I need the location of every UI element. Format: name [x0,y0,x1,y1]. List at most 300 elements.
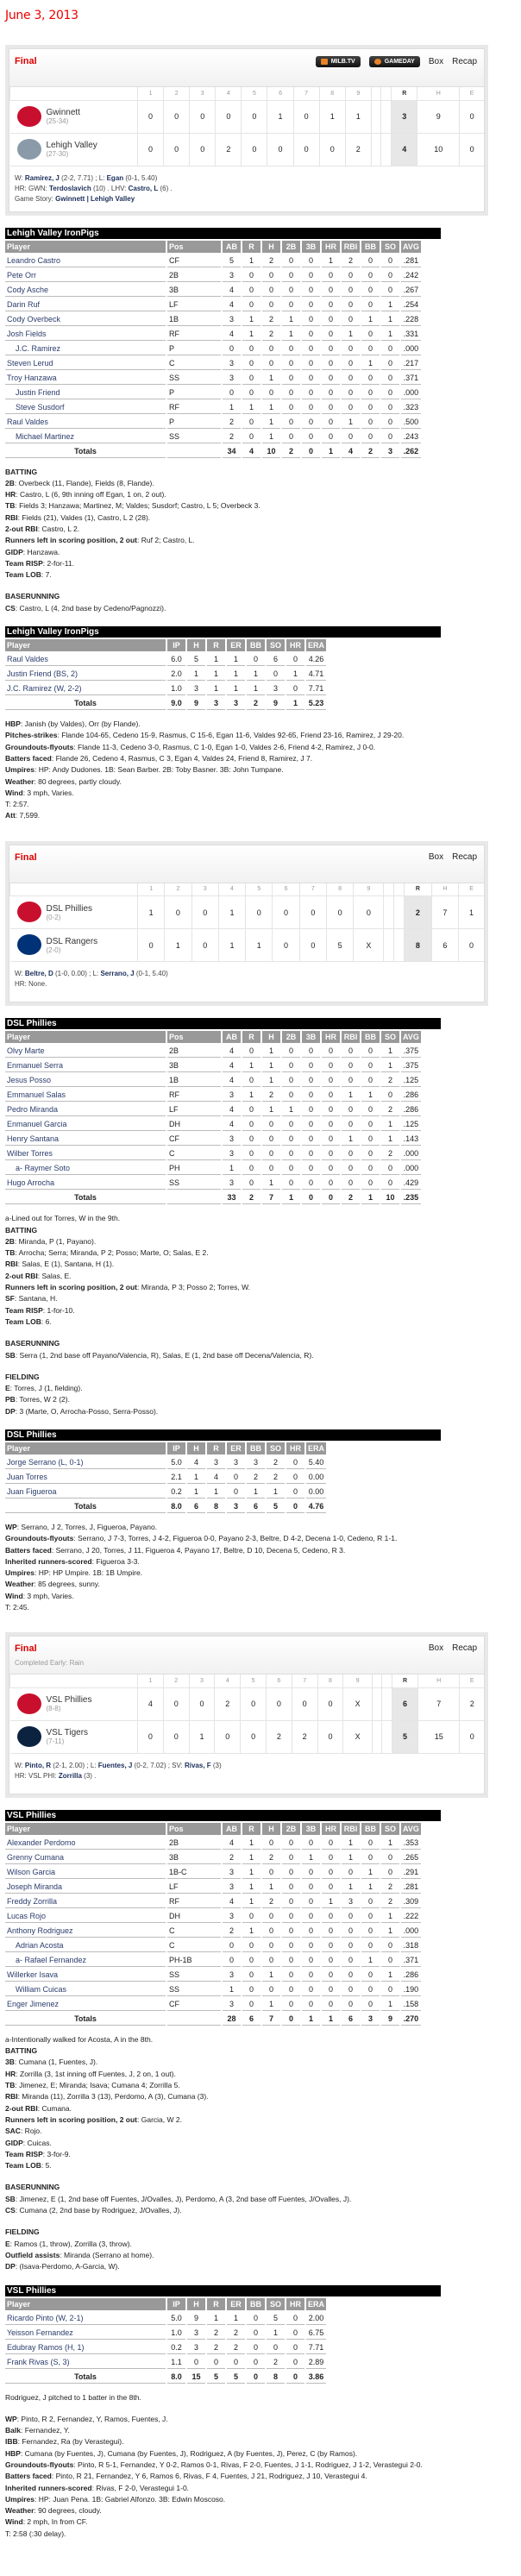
stat-cell: 3B [167,1059,221,1072]
stat-cell: 0 [322,1881,340,1894]
player-name[interactable]: Joseph Miranda [5,1881,166,1894]
note-heading: E [5,1384,10,1393]
column-header: BB [247,2298,265,2310]
note-line: TB: Arrocha; Serra; Miranda, P 2; Posso; Marte, O; Salas, E 2. [5,1248,209,1258]
gameday-label: GAMEDAY [384,59,415,65]
team-name[interactable]: DSL Phillies [46,903,93,914]
player-name[interactable]: Juan Figueroa [5,1486,166,1498]
stat-cell: 2 [223,416,241,429]
note-line [5,467,516,478]
batting-row [5,1177,421,1190]
gap-header [382,1674,392,1687]
stat-cell: 0 [361,298,380,311]
inning-header: 8 [326,883,353,896]
gap-cell [394,929,405,962]
column-header: R [207,2298,225,2310]
batting-team-title: DSL Phillies [5,1018,441,1029]
note-line: T: 2:57. [5,800,29,809]
player-name[interactable]: Henry Santana [5,1133,166,1146]
player-name[interactable]: Wilber Torres [5,1147,166,1160]
player-name[interactable]: Cody Asche [5,284,166,297]
stat-cell: 0 [381,1983,399,1996]
player-name[interactable]: Darin Ruf [5,298,166,311]
team-name[interactable]: DSL Rangers [46,936,98,946]
note-heading: FIELDING [5,2227,40,2237]
column-header: Player [5,1031,166,1043]
note-heading: RBI [5,1260,18,1269]
team-record: (8-8) [46,1705,61,1713]
inning-score: 5 [326,929,353,962]
stat-cell: 3 [223,1089,241,1102]
player-link[interactable]: Castro, L [128,184,159,192]
team-name[interactable]: Lehigh Valley [46,141,97,150]
hits: 6 [431,929,458,962]
stat-cell: 0 [187,2356,205,2369]
stat-cell: 1 [223,1983,241,1996]
note-line: 3B: Cumana (1, Fuentes, J). [5,2058,98,2067]
inning-header: 9 [345,87,371,100]
stat-cell: SS [167,1969,221,1982]
stat-cell: 0 [262,1837,280,1850]
stat-cell: 0 [267,668,285,681]
player-name[interactable]: Jesus Posso [5,1074,166,1087]
stat-cell: 6.75 [306,2327,326,2340]
player-link[interactable]: Beltre, D [24,970,53,978]
stat-cell: 0 [361,1177,380,1190]
stat-cell: 0 [282,284,300,297]
note-line: Team LOB: 5. [5,2161,52,2171]
team-cell[interactable] [10,1720,138,1753]
totals-cell: 4 [242,445,260,458]
player-name[interactable]: Adrian Acosta [5,1939,166,1952]
note-line: TB: Jimenez, E; Miranda; Isava; Cumana 4; Zorrilla 5. [5,2081,180,2090]
extra-cell [371,133,380,166]
stat-cell: 0 [361,386,380,399]
player-name[interactable]: Jorge Serrano (L, 0-1) [5,1456,166,1469]
stat-cell: 0 [302,1177,320,1190]
note-line: Team LOB: 7. [5,570,52,580]
note-heading: Runners left in scoring position, 2 out [5,1283,138,1292]
scoreboard-card [9,845,485,1003]
recap-link[interactable]: Recap [452,1643,477,1654]
stat-cell: .222 [401,1910,421,1923]
note-line: GIDP: Hanzawa. [5,547,60,556]
stat-cell: .217 [401,357,421,370]
team-name[interactable]: Gwinnett [46,108,80,117]
note-line: HR: Zorrilla (3, 1st inning off Fuentes, J, 2 on, 1 out). [5,2069,176,2078]
player-link[interactable]: Terdoslavich [49,184,91,192]
stat-cell: 0 [286,2327,304,2340]
stat-cell: 0 [282,1895,300,1908]
note-line: Groundouts-flyouts: Pinto, R 5-1, Fernandez, Y 0-2, Ramos 0-1, Rivas, F 2-0, Fuentes, J 1-1, Rodriguez, J 1-2, Verastegui 2-0. [5,2460,423,2469]
player-name[interactable]: a- Raymer Soto [5,1162,166,1175]
note-heading: HBP [5,719,21,729]
stat-cell: 0 [242,1118,260,1131]
player-name[interactable]: Freddy Zorrilla [5,1895,166,1908]
stat-cell: 1 [342,1133,360,1146]
player-name[interactable]: Wilson Garcia [5,1866,166,1879]
totals-cell: 33 [223,1191,241,1204]
stat-cell: 3 [223,357,241,370]
stat-cell: 0 [262,298,280,311]
stat-cell: 0 [322,1147,340,1160]
stat-cell: 2 [267,1471,285,1484]
inning-header: 7 [292,1674,317,1687]
stat-cell: 0 [302,1103,320,1116]
stat-cell: 0 [322,1983,340,1996]
note-heading: PB [5,1395,16,1404]
stat-cell: 0 [262,1939,280,1952]
stat-cell: 1 [207,668,225,681]
team-name[interactable]: VSL Phillies [46,1695,92,1706]
pitching-table [3,2296,328,2385]
player-link[interactable]: Pinto, R [24,1761,52,1769]
column-header: RBI [342,241,360,253]
column-header: RBI [342,1031,360,1043]
team-name[interactable]: VSL Tigers [46,1728,89,1738]
inning-score: 0 [242,100,267,133]
batting-row [5,430,421,443]
stat-cell: 0 [342,1045,360,1058]
stat-cell: 2 [223,430,241,443]
note-heading: 2-out RBI [5,2103,38,2113]
player-name[interactable]: Troy Hanzawa [5,372,166,385]
pitching-row [5,682,326,695]
stat-cell: 0.00 [306,1471,326,1484]
stat-cell: 1 [262,416,280,429]
stat-cell: 0 [242,416,260,429]
inning-score: 0 [299,896,326,929]
inning-header: 8 [319,87,345,100]
stat-cell: 1 [242,254,260,267]
stat-cell: 0 [322,1969,340,1982]
stat-cell: 0 [381,1177,399,1190]
inning-score: 1 [345,100,371,133]
batting-row [5,1133,421,1146]
stat-cell: 1 [262,401,280,414]
player-name[interactable]: Anthony Rodriguez [5,1925,166,1938]
note-line: Team RISP: 2-for-11. [5,558,74,568]
stat-cell: 0 [342,1939,360,1952]
stat-cell: .228 [401,313,421,326]
stat-cell: 1 [262,1059,280,1072]
note-line: Batters faced: Serrano, J 20, Torres, J 11, Figueroa 4, Payano 17, Beltre, D 10, Decena 5, Cedeno, R 3. [5,1545,346,1555]
stat-cell: 0 [302,1089,320,1102]
totals-cell: 6 [242,2013,260,2026]
inning-score: 1 [218,896,245,929]
player-name[interactable]: a- Rafael Fernandez [5,1954,166,1967]
rhe-header: H [417,87,460,100]
stat-cell: 0 [322,1118,340,1131]
stat-cell: 0 [302,1118,320,1131]
team-record: (27-30) [46,150,69,158]
stat-cell: 0 [282,1089,300,1102]
stat-cell: CF [167,1133,221,1146]
note-heading: SB [5,2194,16,2203]
rhe-header: R [405,883,431,896]
team-cell[interactable] [10,896,138,929]
note-heading: Runners left in scoring position, 2 out [5,536,138,545]
note-line: HR: Castro, L (6, 9th inning off Egan, 1 on, 2 out). [5,490,166,499]
stat-cell: 0 [322,386,340,399]
stat-cell: .375 [401,1059,421,1072]
inning-score: 0 [163,1720,189,1753]
stat-cell: 1 [247,1486,265,1498]
totals-label: Totals [5,697,166,710]
note-heading: 2B [5,1236,15,1246]
totals-cell: 4.76 [306,1500,326,1513]
stat-cell: 0 [322,372,340,385]
player-name[interactable]: Juan Torres [5,1471,166,1484]
column-header: 3B [302,1823,320,1835]
team-cell[interactable] [10,1687,138,1720]
player-name[interactable]: Steve Susdorf [5,401,166,414]
box-link[interactable]: Box [428,851,444,862]
gameday-button[interactable] [369,56,420,67]
team-cell[interactable] [10,929,138,962]
note-heading: BATTING [5,1225,38,1235]
inning-header: 1 [138,1674,164,1687]
stat-cell: 3 [342,1895,360,1908]
stat-cell: 0 [381,1162,399,1175]
stat-cell: .125 [401,1118,421,1131]
stat-cell: 0 [302,1998,320,2011]
column-header: AVG [403,1824,419,1833]
pitching-table [3,638,328,712]
stat-cell: 5 [187,653,205,666]
stat-cell: 2 [381,1103,399,1116]
note-line: Runners left in scoring position, 2 out: Ruf 2; Castro, L. [5,536,195,545]
player-name[interactable]: Enmanuel Garcia [5,1118,166,1131]
player-name[interactable]: Edubray Ramos (H, 1) [5,2341,166,2354]
team-cell[interactable] [10,100,138,133]
player-name[interactable]: Willerker Isava [5,1969,166,1982]
milbtv-button[interactable] [316,56,361,67]
note-heading: Batters faced [5,1545,52,1555]
player-link[interactable]: Ramirez, J [24,173,60,182]
stat-cell: 2.89 [306,2356,326,2369]
pitching-totals-row [5,1500,326,1513]
note-heading: WP [5,2414,17,2423]
footer-line: HR: GWN: Terdoslavich (10) . LHV: Castro, L (6) . [15,184,173,192]
player-name[interactable]: Emmanuel Salas [5,1089,166,1102]
totals-cell: 0 [322,1191,340,1204]
stat-cell: 3 [223,1910,241,1923]
stat-cell: .000 [401,1925,421,1938]
note-line: 2B: Overbeck (11, Flande), Fields (8, Flande). [5,478,154,487]
note-line: Wind: 3 mph, Varies. [5,788,74,797]
scoreboard [5,841,488,1007]
player-name[interactable]: Olvy Marte [5,1045,166,1058]
inning-score: 0 [191,929,218,962]
stat-cell: 0 [282,1045,300,1058]
stat-cell: 5.40 [306,1456,326,1469]
batting-row [5,1059,421,1072]
player-link[interactable]: Fuentes, J [97,1761,133,1769]
inning-score: 1 [165,929,191,962]
note-line: WP: Serrano, J 2, Torres, J, Figueroa, Payano. [5,1522,158,1531]
stat-cell: 0 [342,269,360,282]
note-heading: Weather [5,776,35,786]
stat-cell: 0 [342,1866,360,1879]
column-header: RBI [342,1823,360,1835]
player-link[interactable]: Serrano, J [100,970,135,978]
player-name[interactable]: Enger Jimenez [5,1998,166,2011]
column-header: ER [227,2298,245,2310]
stat-cell: 0.2 [167,1486,185,1498]
stat-cell: .000 [401,1147,421,1160]
pitching-team-title: VSL Phillies [5,2285,441,2296]
player-name[interactable]: Pete Orr [5,269,166,282]
box-link[interactable]: Box [428,57,444,66]
stat-cell: 2 [267,1456,285,1469]
stat-cell: 0 [247,2312,265,2325]
totals-cell: 1 [286,697,304,710]
player-name[interactable]: William Cuicas [5,1983,166,1996]
stat-cell: 1 [242,1837,260,1850]
player-name[interactable]: J.C. Ramirez (W, 2-2) [5,682,166,695]
note-line: DP: 3 (Marte, O, Arrocha-Posso, Serra-Posso). [5,1406,159,1416]
note-heading: CS [5,603,16,613]
column-header: Pos [167,1031,221,1043]
stat-cell: 0 [381,1851,399,1864]
batting-row [5,328,421,341]
linescore-table [9,883,484,963]
note-heading: Wind [5,1591,23,1600]
player-name[interactable]: Yeisson Fernandez [5,2327,166,2340]
stat-cell: .286 [401,1969,421,1982]
stat-cell: .429 [401,1177,421,1190]
note-line [5,2182,516,2193]
stat-cell: 0 [282,1177,300,1190]
stat-cell: 0 [381,254,399,267]
player-name[interactable]: Josh Fields [5,328,166,341]
player-link[interactable]: Rivas, F [184,1761,211,1769]
player-name[interactable]: Michael Martinez [5,430,166,443]
column-header: H [262,241,280,253]
stat-cell: 1 [381,1118,399,1131]
player-name[interactable]: J.C. Ramirez [5,342,166,355]
note-heading: 2-out RBI [5,524,38,533]
note-line: Team RISP: 3-for-9. [5,2149,71,2158]
player-name[interactable]: Cody Overbeck [5,313,166,326]
inning-score: X [354,929,384,962]
inning-score: 0 [241,1687,267,1720]
stat-cell: 0 [361,284,380,297]
stat-cell: 0 [322,1866,340,1879]
player-name[interactable]: Enmanuel Serra [5,1059,166,1072]
player-name[interactable]: Grenny Cumana [5,1851,166,1864]
footer-line: W: Beltre, D (1-0, 0.00) ; L: Serrano, J (0-1, 5.40) [15,970,168,978]
stat-cell: P [167,342,221,355]
stat-cell: 0 [342,1074,360,1087]
batting-row [5,1118,421,1131]
scoreboard-footer [9,962,484,1002]
inning-header: 7 [299,883,326,896]
team-cell[interactable] [10,133,138,166]
player-link[interactable]: Egan [106,173,124,182]
stat-cell: 2 [207,2341,225,2354]
player-name[interactable]: Alexander Perdomo [5,1837,166,1850]
inning-score: 1 [267,100,293,133]
stat-cell: 0 [381,430,399,443]
stat-cell: 0 [286,682,304,695]
stat-cell: 0 [342,1118,360,1131]
player-name[interactable]: Justin Friend (BS, 2) [5,668,166,681]
gap-cell [382,1720,392,1753]
gap-cell [381,133,392,166]
note-line [5,2227,516,2238]
stat-cell: 2 [381,1147,399,1160]
stat-cell: 0 [227,1486,245,1498]
box-link[interactable]: Box [428,1643,444,1654]
stat-cell: 0 [242,1954,260,1967]
stat-cell: C [167,1939,221,1952]
stat-cell: 0 [322,1910,340,1923]
stat-cell: 0 [262,1954,280,1967]
team-header [10,87,138,100]
recap-link[interactable]: Recap [452,57,477,66]
errors: 0 [460,100,484,133]
note-heading: CS [5,2206,16,2215]
totals-cell: 0 [302,1191,320,1204]
stat-cell: 0 [262,1162,280,1175]
column-header: AVG [403,1033,419,1042]
player-name[interactable]: Leandro Castro [5,254,166,267]
player-link[interactable]: Zorrilla [58,1771,82,1780]
totals-cell: 5 [207,2371,225,2384]
stat-cell: 0 [282,1969,300,1982]
player-name[interactable]: Pedro Miranda [5,1103,166,1116]
stat-cell: 5 [267,2312,285,2325]
note-heading: Outfield assists [5,2250,60,2259]
stat-cell: 0 [223,342,241,355]
column-header: SO [267,2298,285,2310]
gap-header [394,883,405,896]
player-name[interactable]: Hugo Arrocha [5,1177,166,1190]
totals-cell: 1 [322,445,340,458]
stat-cell: 1 [381,313,399,326]
stat-cell: 0 [242,386,260,399]
player-name[interactable]: Raul Valdes [5,416,166,429]
player-name[interactable]: Lucas Rojo [5,1910,166,1923]
pitching-notes [5,719,516,822]
batting-row [5,1895,421,1908]
scoreboard [5,45,488,216]
player-name[interactable]: Ricardo Pinto (W, 2-1) [5,2312,166,2325]
stat-cell: 2 [207,2327,225,2340]
player-name[interactable]: Justin Friend [5,386,166,399]
player-link[interactable]: Gwinnett | Lehigh Valley [55,194,135,203]
note-line: T: 2:58 (:30 delay). [5,2529,66,2538]
inning-score: 0 [242,133,267,166]
team-record: (2-0) [46,946,61,954]
player-name[interactable]: Frank Rivas (S, 3) [5,2356,166,2369]
batting-notes [5,1213,516,1417]
column-header: H [262,1031,280,1043]
recap-link[interactable]: Recap [452,851,477,862]
column-header: R [242,241,260,253]
footer-line: HR: None. [15,980,47,989]
stat-cell: 0 [242,1983,260,1996]
note-line: PB: Torres, W 2 (2). [5,1395,70,1404]
player-name[interactable]: Raul Valdes [5,653,166,666]
player-name[interactable]: Steven Lerud [5,357,166,370]
stat-cell: 1 [381,1059,399,1072]
stat-cell: 4 [223,284,241,297]
stat-cell: 0 [247,2341,265,2354]
inning-score: 0 [190,133,216,166]
